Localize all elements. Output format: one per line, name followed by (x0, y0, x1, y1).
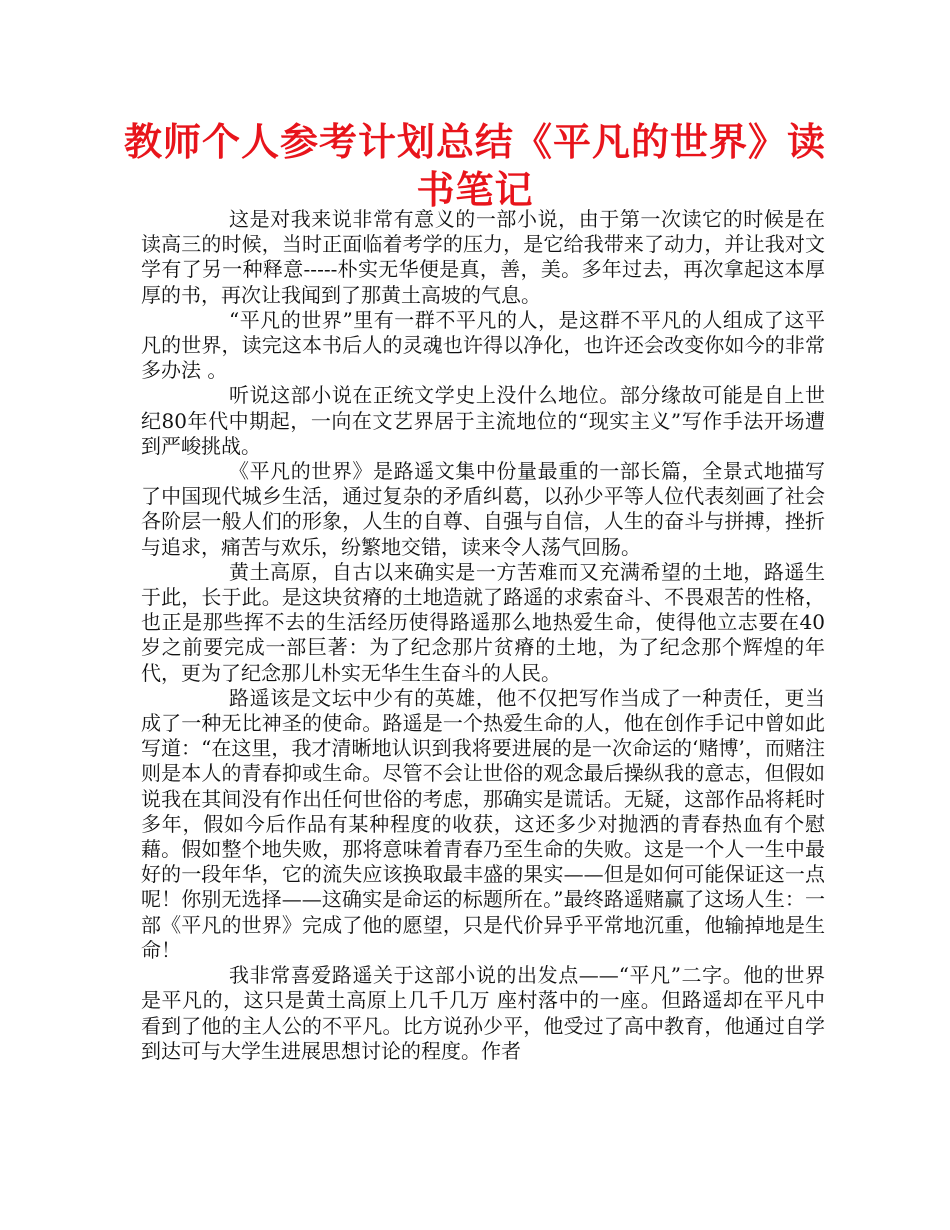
paragraph-6: 路遥该是文坛中少有的英雄，他不仅把写作当成了一种责任，更当成了一种无比神圣的使命。路遥是一个热爱生命的人，他在创作手记中曾如此写道：“在这里，我才清晰地认识到我将要进展的是一次命运的‘赌博’，而赌注则是本人的青春抑或生命。尽管不会让世俗的观念最后操纵我的意志，但假如说我在其间没有作出任何世俗的考虑，那确实是谎话。无疑，这部作品将耗时多年，假如今后作品有某种程度的收获，这还多少对抛洒的青春热血有个慰藉。假如整个地失败，那将意味着青春乃至生命的失败。这是一个人一生中最好的一段年华，它的流失应该换取最丰盛的果实——但是如何可能保证这一点呢！你别无选择——这确实是命运的标题所在。”最终路遥赌赢了这场人生：一部《平凡的世界》完成了他的愿望，只是代价异乎平常地沉重，他输掉地是生命！ (141, 685, 825, 962)
paragraph-1: 这是对我来说非常有意义的一部小说，由于第一次读它的时候是在读高三的时候，当时正面临着考学的压力，是它给我带来了动力，并让我对文学有了另一种释意-----朴实无华便是真，善，美。多年过去，再次拿起这本厚厚的书，再次让我闻到了那黄土高坡的气息。 (141, 207, 825, 307)
paragraph-4: 《平凡的世界》是路遥文集中份量最重的一部长篇，全景式地描写了中国现代城乡生活，通过复杂的矛盾纠葛，以孙少平等人位代表刻画了社会各阶层一般人们的形象，人生的自尊、自强与自信，人生的奋斗与拼搏，挫折与追求，痛苦与欢乐，纷繁地交错，读来令人荡气回肠。 (141, 459, 825, 559)
paragraph-5: 黄土高原，自古以来确实是一方苦难而又充满希望的土地，路遥生于此，长于此。是这块贫瘠的土地造就了路遥的求索奋斗、不畏艰苦的性格，也正是那些挥不去的生活经历使得路遥那么地热爱生命，使得他立志要在40岁之前要完成一部巨著：为了纪念那片贫瘠的土地，为了纪念那个辉煌的年代，更为了纪念那儿朴实无华生生奋斗的人民。 (141, 559, 825, 685)
document-body (141, 207, 825, 1064)
paragraph-3: 听说这部小说在正统文学史上没什么地位。部分缘故可能是自上世纪80年代中期起，一向在文艺界居于主流地位的“现实主义”写作手法开场遭到严峻挑战。 (141, 383, 825, 458)
document-title: 教师个人参考计划总结《平凡的世界》读书笔记 (123, 120, 826, 212)
paragraph-7: 我非常喜爱路遥关于这部小说的出发点——“平凡”二字。他的世界是平凡的，这只是黄土高原上几千几万 座村落中的一座。但路遥却在平凡中看到了他的主人公的不平凡。比方说孙少平，他受过了高中教育，他通过自学到达可与大学生进展思想讨论的程度。作者 (141, 963, 825, 1063)
paragraph-2: “平凡的世界”里有一群不平凡的人，是这群不平凡的人组成了这平凡的世界，读完这本书后人的灵魂也许得以净化，也许还会改变你如今的非常多办法 。 (141, 307, 825, 383)
